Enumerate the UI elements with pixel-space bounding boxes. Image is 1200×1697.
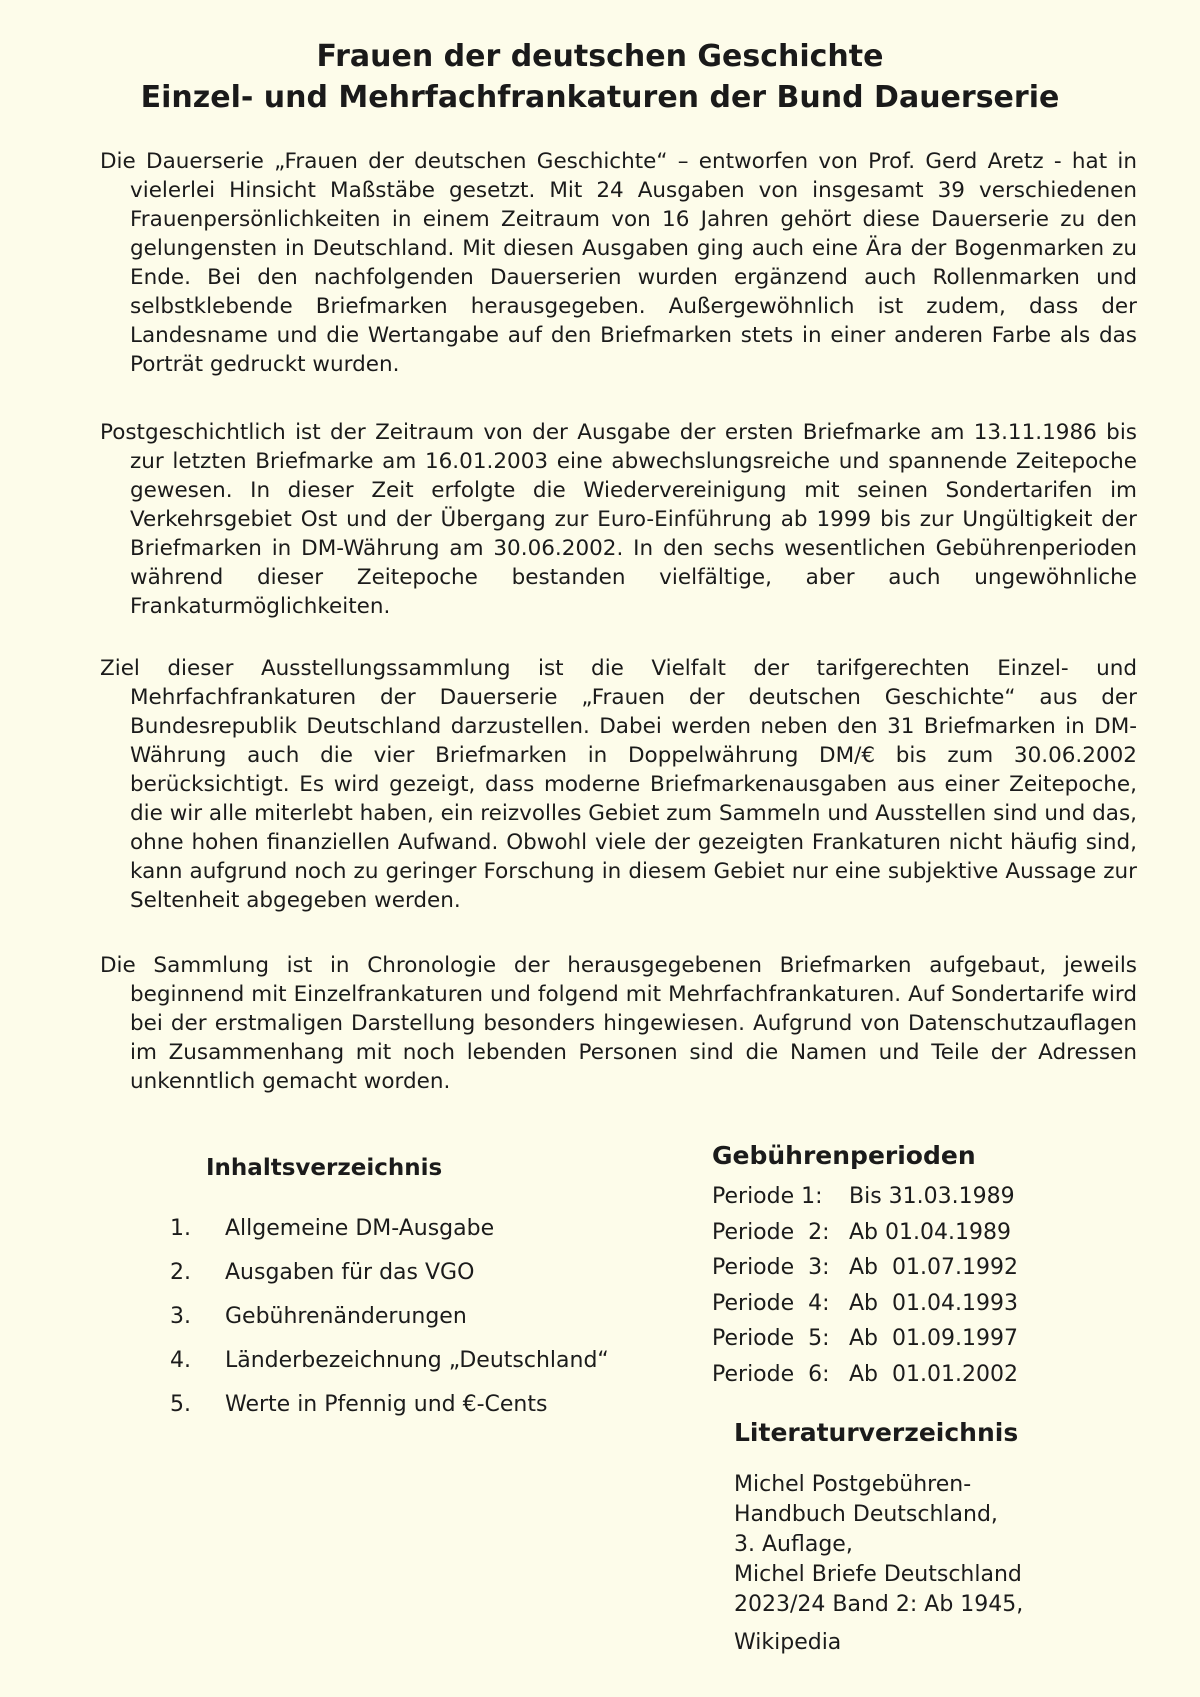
period-value: Ab 01.04.1989 <box>849 1219 1011 1245</box>
period-item <box>712 1184 1018 1220</box>
period-label: Periode 3: <box>712 1255 830 1280</box>
title-line-2: Einzel- und Mehrfachfrankaturen der Bund Dauerserie <box>140 80 1060 115</box>
toc-item-label: Allgemeine DM-Ausgabe <box>225 1216 495 1241</box>
toc-item <box>170 1348 609 1392</box>
periods-list <box>712 1184 1018 1397</box>
literature-line: 3. Auflage, <box>734 1532 853 1557</box>
period-label: Periode 2: <box>712 1219 830 1245</box>
literature-line: Michel Postgebühren- <box>734 1472 972 1497</box>
period-item <box>712 1255 1018 1291</box>
period-value: Ab 01.07.1992 <box>849 1255 1018 1280</box>
toc-item-number: 4. <box>170 1348 191 1373</box>
toc-list <box>170 1216 609 1436</box>
literature-line: 2023/24 Band 2: Ab 1945, <box>734 1592 1024 1617</box>
period-value: Ab 01.09.1997 <box>849 1326 1018 1351</box>
period-label: Periode 5: <box>712 1326 830 1351</box>
toc-item-label: Länderbezeichnung „Deutschland“ <box>225 1348 609 1373</box>
toc-item-number: 2. <box>170 1260 191 1285</box>
toc-item-label: Gebührenänderungen <box>225 1304 467 1329</box>
literature-entries <box>734 1470 1023 1620</box>
literature-wikipedia: Wikipedia <box>734 1630 842 1655</box>
paragraph-intro: Die Dauerserie „Frauen der deutschen Geschichte“ – entworfen von Prof. Gerd Aretz - hat in vielerlei Hinsicht Maßstäbe gesetzt. Mit 24 Ausgaben von insgesamt 39 verschiedenen Frauenpersönlichkeiten in einem Zeitraum von 16 Jahren gehört diese Dauerserie zu den gelungensten in Deutschland. Mit diesen Ausgaben ging auch eine Ära der Bogenmarken zu Ende. Bei den nachfolgenden Dauerserien wurden ergänzend auch Rollenmarken und selbstklebende Briefmarken herausgegeben. Außergewöhnlich ist zudem, dass der Landesname und die Wertangabe auf den Briefmarken stets in einer anderen Farbe als das Porträt gedruckt wurden. <box>100 149 1137 377</box>
period-item <box>712 1220 1018 1256</box>
paragraph-postal-history: Postgeschichtlich ist der Zeitraum von der Ausgabe der ersten Briefmarke am 13.11.1986 bis zur letzten Briefmarke am 16.01.2003 eine abwechslungsreiche und spannende Zeitepoche gewesen. In dieser Zeit erfolgte die Wiedervereinigung mit seinen Sondertarifen im Verkehrsgebiet Ost und der Übergang zur Euro-Einführung ab 1999 bis zur Ungültigkeit der Briefmarken in DM-Währung am 30.06.2002. In den sechs wesentlichen Gebührenperioden während dieser Zeitepoche bestanden vielfältige, aber auch ungewöhnliche Frankaturmöglichkeiten. <box>100 420 1137 619</box>
toc-item-number: 1. <box>170 1216 191 1241</box>
period-item <box>712 1326 1018 1362</box>
literature-line: Handbuch Deutschland, <box>734 1502 998 1527</box>
period-value: Ab 01.01.2002 <box>849 1361 1018 1387</box>
toc-item <box>170 1216 609 1260</box>
period-item <box>712 1291 1018 1327</box>
page-title <box>0 36 1200 118</box>
toc-item-number: 5. <box>170 1392 191 1417</box>
literature-line: Michel Briefe Deutschland <box>734 1562 1022 1587</box>
toc-item <box>170 1304 609 1348</box>
toc-item-label: Werte in Pfennig und €-Cents <box>225 1392 548 1417</box>
period-value: Bis 31.03.1989 <box>849 1184 1015 1209</box>
period-label: Periode 6: <box>712 1361 830 1387</box>
toc-item-number: 3. <box>170 1304 191 1329</box>
paragraph-collection-goal: Ziel dieser Ausstellungssammlung ist die Vielfalt der tarifgerechten Einzel- und Mehrfachfrankaturen der Dauerserie „Frauen der deutschen Geschichte“ aus der Bundesrepublik Deutschland darzustellen. Dabei werden neben den 31 Briefmarken in DM-Währung auch die vier Briefmarken in Doppelwährung DM/€ bis zum 30.06.2002 berücksichtigt. Es wird gezeigt, dass moderne Briefmarkenausgaben aus einer Zeitepoche, die wir alle miterlebt haben, ein reizvolles Gebiet zum Sammeln und Ausstellen sind und das, ohne hohen finanziellen Aufwand. Obwohl viele der gezeigten Frankaturen nicht häufig sind, kann aufgrund noch zu geringer Forschung in diesem Gebiet nur eine subjektive Aussage zur Seltenheit abgegeben werden. <box>100 656 1137 913</box>
toc-heading: Inhaltsverzeichnis <box>206 1155 443 1181</box>
period-label: Periode 1: <box>712 1184 823 1209</box>
toc-item <box>170 1260 609 1304</box>
literature-heading: Literaturverzeichnis <box>734 1418 1019 1447</box>
period-value: Ab 01.04.1993 <box>849 1290 1018 1316</box>
toc-item-label: Ausgaben für das VGO <box>225 1260 475 1285</box>
period-label: Periode 4: <box>712 1290 830 1316</box>
paragraph-collection-structure: Die Sammlung ist in Chronologie der herausgegebenen Briefmarken aufgebaut, jeweils beginnend mit Einzelfrankaturen und folgend mit Mehrfachfrankaturen. Auf Sondertarife wird bei der erstmaligen Darstellung besonders hingewiesen. Aufgrund von Datenschutzauflagen im Zusammenhang mit noch lebenden Personen sind die Namen und Teile der Adressen unkenntlich gemacht worden. <box>100 953 1137 1094</box>
periods-heading: Gebührenperioden <box>712 1141 976 1170</box>
toc-item <box>170 1392 609 1436</box>
title-line-1: Frauen der deutschen Geschichte <box>316 39 884 74</box>
period-item <box>712 1362 1018 1398</box>
